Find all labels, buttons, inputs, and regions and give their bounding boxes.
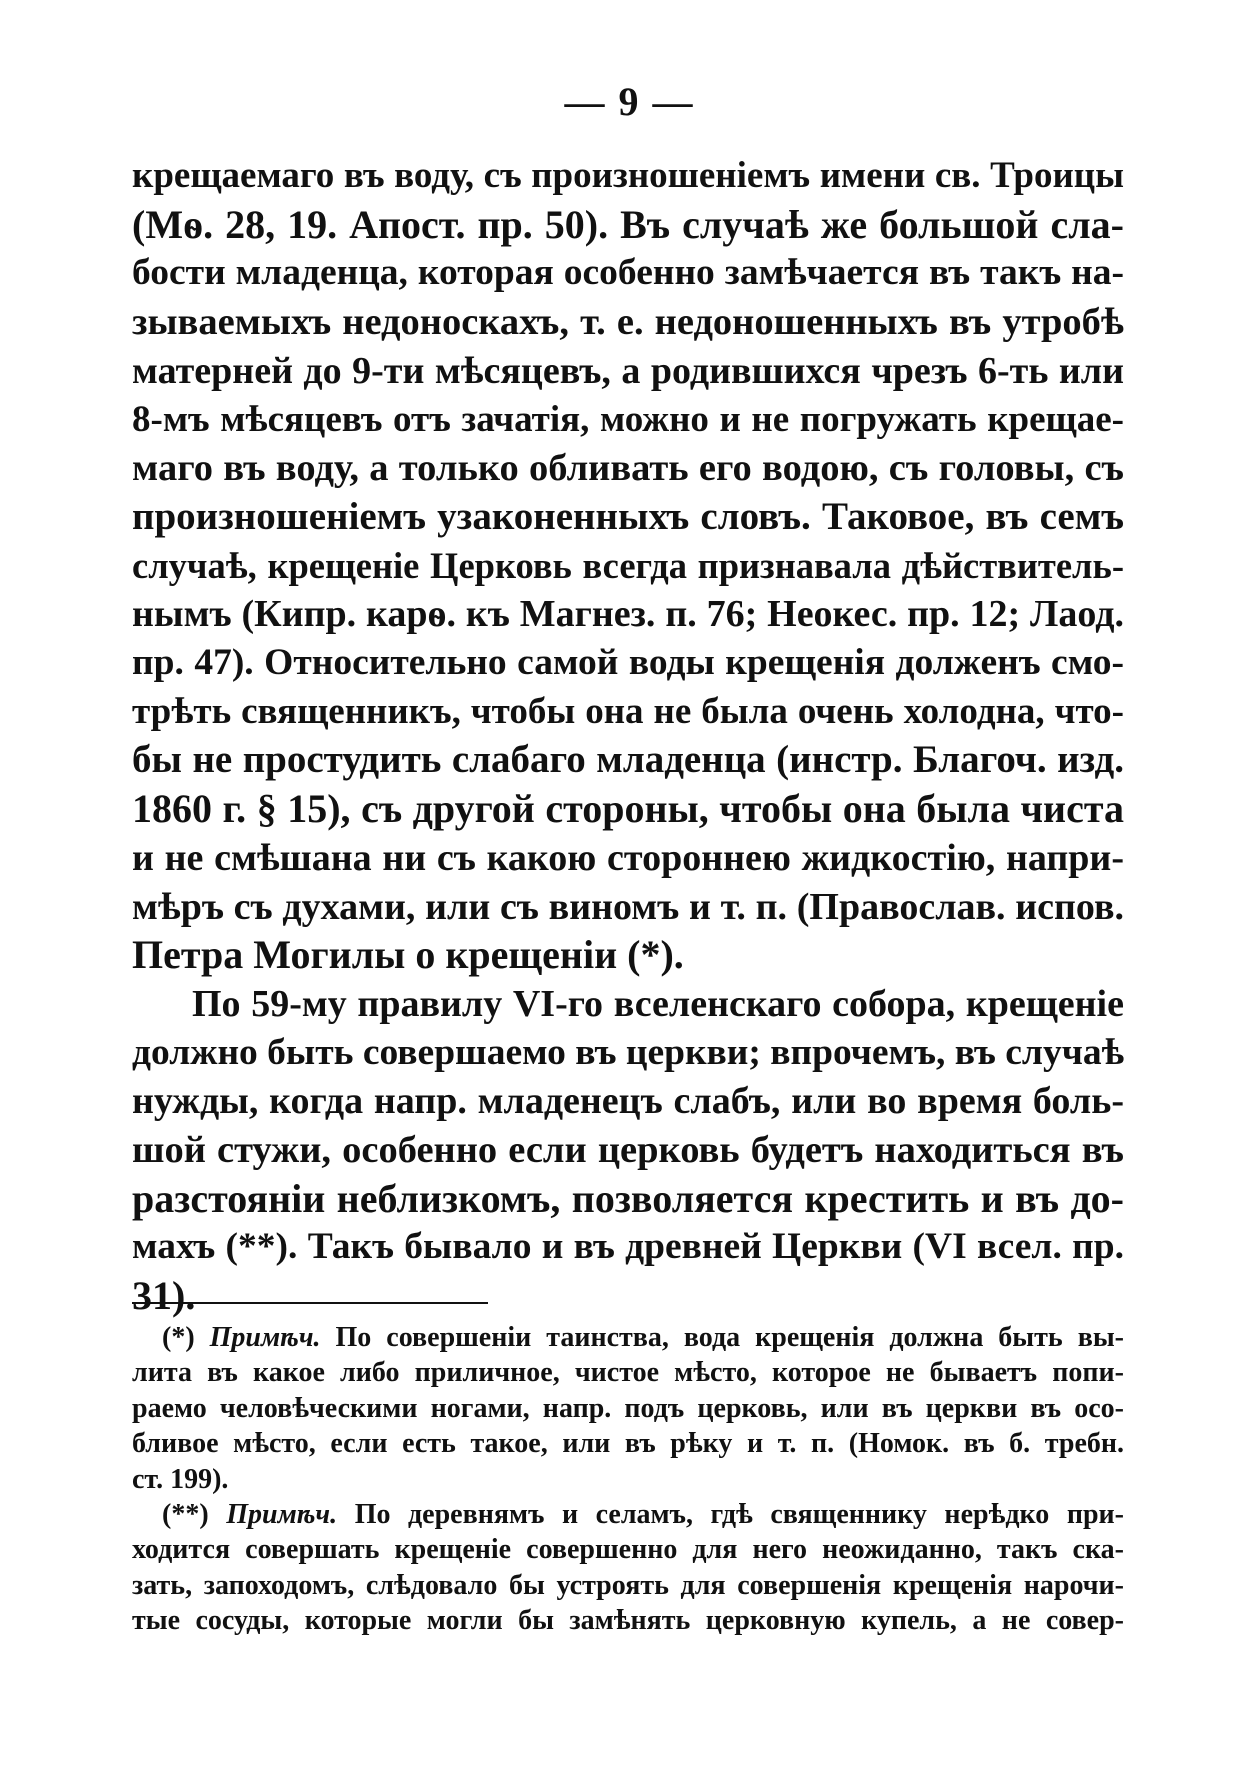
text-line: Петра Могилы о крещенiи (*). (132, 932, 684, 978)
text-line: пр. 47). Относительно самой воды крещенiя долженъ смо- (132, 642, 1124, 684)
text-line: крещаемаго въ воду, съ произношенiемъ имени св. Троицы (132, 155, 1124, 196)
main-text (132, 152, 1124, 1321)
footnotes (132, 1320, 1124, 1639)
text-line: должно быть совершаемо въ церкви; впрочемъ, въ случаѣ (132, 1031, 1125, 1073)
footnote-label: Примѣч. (209, 1322, 321, 1353)
footnote-line: лита въ какое либо приличное, чистое мѣсто, которое не бываетъ попи- (132, 1357, 1124, 1389)
text-line: зываемыхъ недоноскахъ, т. е. недоношенныхъ въ утробѣ (132, 301, 1124, 344)
footnote-first-line (132, 1497, 1124, 1532)
text-line: случаѣ, крещенiе Церковь всегда признавала дѣйствитель- (132, 544, 1124, 586)
footnote-line: бливое мѣсто, если есть такое, или въ рѣку и т. п. (Номок. въ б. требн. (132, 1428, 1124, 1460)
text-line: шой стужи, особенно если церковь будетъ находиться въ (132, 1129, 1124, 1172)
page-number: — 9 — (564, 79, 695, 124)
text-line: 8-мъ мѣсяцевъ отъ зачатiя, можно и не погружать крещае- (132, 398, 1124, 440)
text-line: махъ (**). Такъ бывало и въ древней Церкви (VI всел. пр. (132, 1226, 1124, 1268)
text-line: 1860 г. § 15), съ другой стороны, чтобы она была чиста (132, 786, 1124, 832)
text-line: (Мѳ. 28, 19. Апост. пр. 50). Въ случаѣ же большой сла- (132, 201, 1124, 247)
footnote-divider (132, 1302, 488, 1304)
text-line: бы не простудить слабаго младенца (инстр. Благоч. изд. (132, 738, 1124, 782)
text-line: и не смѣшана ни съ какою стороннею жидкостiю, напри- (132, 836, 1124, 879)
footnote-line: тые сосуды, которые могли бы замѣнять церковную купель, а не совер- (132, 1605, 1124, 1637)
text-line: маго въ воду, а только обливать его водою, съ головы, съ (132, 447, 1124, 490)
text-line: произношенiемъ узаконенныхъ словъ. Таковое, въ семъ (132, 494, 1124, 538)
footnote-marker: (*) (162, 1322, 195, 1353)
footnote (132, 1320, 1124, 1497)
footnote-line: раемо человѣческими ногами, напр. подъ церковь, или въ церкви въ осо- (132, 1392, 1124, 1424)
text-line: мѣръ съ духами, или съ виномъ и т. п. (Православ. испов. (132, 885, 1124, 928)
text-line: 31). (132, 1273, 196, 1319)
footnote-marker: (**) (162, 1499, 209, 1531)
footnote-line: ст. 199). (132, 1463, 229, 1495)
text-line: нужды, когда напр. младенецъ слабъ, или во время боль- (132, 1080, 1124, 1123)
footnote-line: ходится совершать крещенiе совершенно для него неожиданно, такъ ска- (132, 1534, 1124, 1566)
footnote-text: По совершенiи таинства, вода крещенiя должна быть вы- (335, 1322, 1125, 1353)
footnote (132, 1497, 1124, 1639)
text-line: матерней до 9-ти мѣсяцевъ, а родившихся чрезъ 6-ть или (132, 349, 1124, 392)
footnote-first-line (132, 1320, 1124, 1355)
text-line: По 59-му правилу VI-го вселенскаго собора, крещенiе (192, 982, 1124, 1025)
text-line: бости младенца, которая особенно замѣчается въ такъ на- (132, 252, 1124, 294)
text-line: трѣть священникъ, чтобы она не была очень холодна, что- (132, 690, 1124, 732)
text-line: нымъ (Кипр. карѳ. къ Магнез. п. 76; Неокес. пр. 12; Лаод. (132, 593, 1124, 636)
footnote-line: зать, запоходомъ, слѣдовало бы устроять для совершенiя крещенiя нарочи- (132, 1569, 1124, 1601)
footnote-label: Примѣч. (226, 1499, 338, 1531)
footnote-text: По деревнямъ и селамъ, гдѣ священнику нерѣдко при- (354, 1499, 1125, 1531)
text-line: разстоянiи неблизкомъ, позволяется крестить и въ до- (132, 1175, 1124, 1221)
